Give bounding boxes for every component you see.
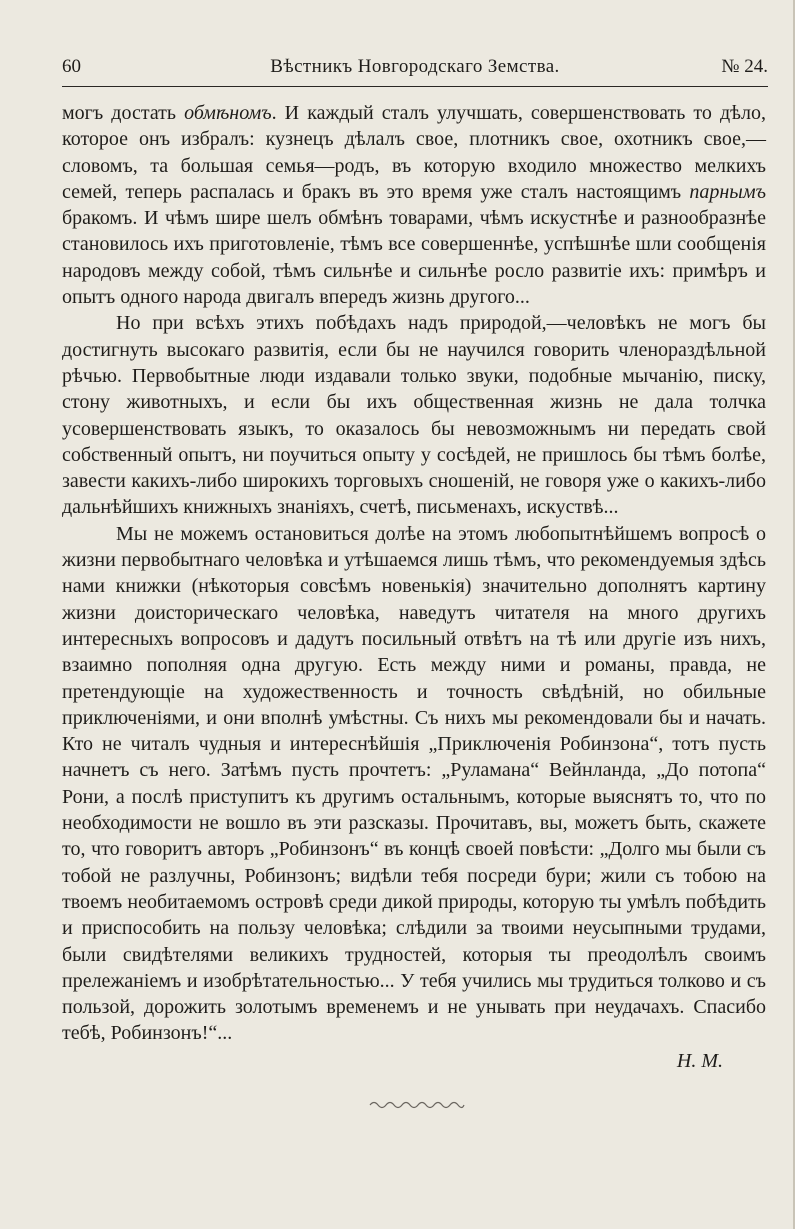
article-body [62,100,766,1047]
paragraph-1-start: могъ достать [62,102,185,124]
author-signature: Н. М. [676,1050,723,1072]
page-number: 60 [62,56,81,77]
paragraph-1 [62,100,766,310]
page-header [62,56,768,82]
decorative-divider [368,1098,466,1112]
header-rule [62,86,768,87]
paragraph-1-middle: . И каждый сталъ улучшать, совершенствовать то дѣло, которое онъ избралъ: кузнецъ дѣлалъ свое, плотникъ свое, охотникъ свое,—словомъ, та большая семья—родъ, въ которую входило множество мелкихъ семей, теперь распалась и бракъ въ это время уже сталъ настоящимъ [62,102,766,203]
issue-number: № 24. [721,56,768,77]
paragraph-3: Мы не можемъ остановиться долѣе на этомъ любопытнѣйшемъ вопросѣ о жизни первобытнаго человѣка и утѣшаемся лишь тѣмъ, что рекомендуемыя здѣсь нами книжки (нѣкоторыя совсѣмъ новенькія) значительно дополнятъ картину жизни доисторическаго человѣка, наведутъ читателя на много другихъ интересныхъ вопросовъ и дадутъ посильный отвѣтъ на тѣ или другіе изъ нихъ, взаимно пополняя одна другую. Есть между ними и романы, правда, не претендующіе на художественность и точность свѣдѣній, но обильные приключеніями, и они вполнѣ умѣстны. Съ нихъ мы рекомендовали бы и начать. Кто не читалъ чудныя и интереснѣйшія „Приключенія Робинзона“, тотъ пусть начнетъ съ него. Затѣмъ пусть прочтетъ: „Руламана“ Вейнланда, „До потопа“ Рони, а послѣ приступитъ къ другимъ остальнымъ, которые выяснятъ то, что по необходимости не вошло въ эти разсказы. Прочитавъ, вы, можетъ быть, скажете то, что говоритъ авторъ „Робинзонъ“ въ концѣ своей повѣсти: „Долго мы были съ тобой не разлучны, Робинзонъ; видѣли тебя посреди бури; жили съ тобою на твоемъ необитаемомъ островѣ среди дикой природы, которую ты умѣлъ побѣдить и приспособить на пользу человѣка; слѣдили за твоими неусыпными трудами, были свидѣтелями великихъ трудностей, которыя ты преодолѣлъ своимъ прележаніемъ и изобрѣтательностью... У тебя учились мы трудиться толково и съ пользой, дорожить золотымъ временемъ и не унывать при неудачахъ. Спасибо тебѣ, Робинзонъ!“... [62,522,766,1045]
italic-word-exchange: обмѣномъ [184,102,272,124]
running-title: Вѣстникъ Новгородскаго Земства. [270,56,560,77]
paragraph-1-end: бракомъ. И чѣмъ шире шелъ обмѣнъ товарами, чѣмъ искустнѣе и разнообразнѣе становилось ихъ приготовленіе, тѣмъ все совершеннѣе, успѣшнѣе шли сообщенія народовъ между собой, тѣмъ сильнѣе и сильнѣе росло развитіе ихъ: примѣръ и опытъ одного народа двигалъ впередъ жизнь другого... [62,207,766,309]
italic-word-paired: парнымъ [689,180,766,203]
paragraph-2: Но при всѣхъ этихъ побѣдахъ надъ природой,—человѣкъ не могъ бы достигнуть высокаго развитія, если бы не научился говорить членораздѣльной рѣчью. Первобытные люди издавали только звуки, подобные мычанію, писку, стону животныхъ, и если бы ихъ общественная жизнь не дала толчка усовершенствовать языкъ, то оказалось бы невозможнымъ ни передать свой собственный опытъ, ни поучиться опыту у сосѣдей, не пришлось бы тѣмъ болѣе, завести какихъ-либо широкихъ торговыхъ сношеній, не говоря уже о какихъ-либо дальнѣйшихъ книжныхъ знаніяхъ, счетѣ, письменахъ, искуствѣ... [62,312,766,519]
